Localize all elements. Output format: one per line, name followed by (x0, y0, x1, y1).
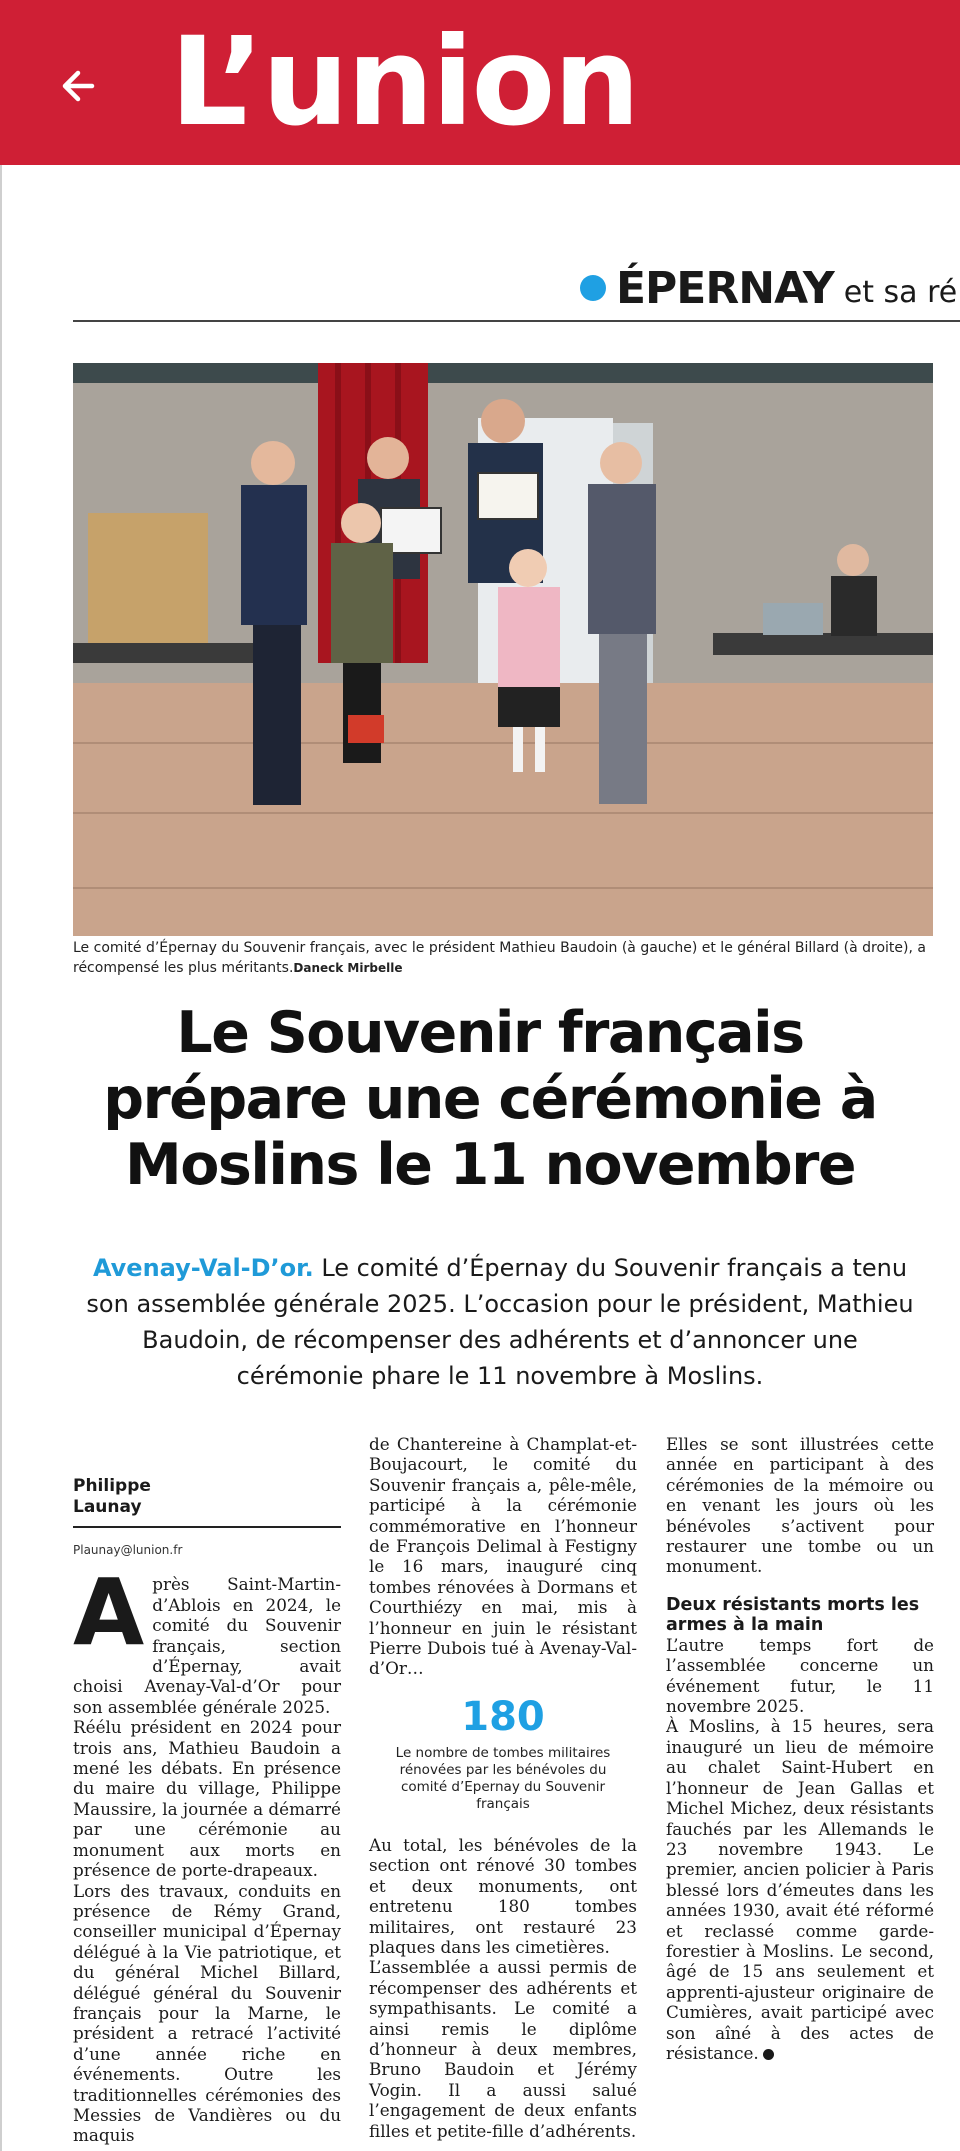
photo-caption (73, 938, 933, 978)
paragraph: Lors des travaux, conduits en présence de Rémy Grand, conseiller municipal d’Épernay délégué à la Vie patriotique, et du général Michel Billard, délégué général du Souvenir français pour la Marne, le président a retracé l’activité d’une année riche en événements. Outre les traditionnelles cérémonies des Messies de Vandières ou du maquis (73, 1880, 341, 2146)
article-photo (73, 363, 933, 936)
paragraph: Au total, les bénévoles de la section ont rénové 30 tombes et deux monuments, ont entretenu 180 tombes militaires, ont restauré 23 plaques dans les cimetières. (369, 1834, 637, 1957)
paragraph: Elles se sont illustrées cette année en participant à des cérémonies de la mémoire ou en venant les jours où les bénévoles s’activent pour restaurer une tombe ou un monument. (666, 1434, 934, 1577)
chapo-text: Le comité d’Épernay du Souvenir français a tenu son assemblée générale 2025. L’occasion pour le président, Mathieu Baudoin, de récompenser des adhérents et d’annoncer une cérémonie phare le 11 novembre à Moslins. (86, 1254, 914, 1390)
chapo-place: Avenay-Val-D’or. (92, 1254, 314, 1282)
drop-cap: A (73, 1559, 145, 1667)
newspaper-logo: L’union (170, 11, 639, 153)
author-name: Philippe Launay (73, 1476, 151, 1517)
paragraph: Réélu président en 2024 pour trois ans, Mathieu Baudoin a mené les débats. En présence du maire du village, Philippe Maussire, la journée a démarré par une cérémonie au monument aux morts en présence de porte-drapeaux. (73, 1717, 341, 1881)
stat-number: 180 (461, 1693, 545, 1740)
author-rule (73, 1526, 341, 1528)
paragraph: L’autre temps fort de l’assemblée concerne un événement futur, le 11 novembre 2025. (666, 1634, 934, 1717)
stat-description: Le nombre de tombes militaires rénovées par les bénévoles du comité d’Epernay du Souvenir français (395, 1744, 611, 1812)
page-edge (0, 165, 2, 2151)
photo-credit: Daneck Mirbelle (293, 961, 403, 975)
article-column-2 (369, 1434, 637, 2141)
article-column-3 (666, 1434, 934, 2063)
author-email[interactable]: Plaunay@lunion.fr (73, 1543, 183, 1557)
section-subtitle: et sa ré (843, 274, 958, 310)
article-subhead: Deux résistants morts les armes à la main (666, 1594, 920, 1635)
photo-caption-text: Le comité d’Épernay du Souvenir français, avec le président Mathieu Baudoin (à gauche) et le général Billard (à droite), a récompensé les plus méritants. (73, 940, 926, 976)
paragraph: de Chantereine à Champlat-et-Boujacourt, le comité du Souvenir français a, pêle-mêle, participé à la cérémonie commémorative en l’honneur de François Delimal à Festigny le 16 mars, inauguré cinq tombes rénovées à Dormans et Courthiézy en mai, mis à l’honneur en juin le résistant Pierre Dubois tué à Avenay-Val-d’Or… (369, 1434, 637, 1679)
article-column-1 (73, 1436, 341, 2146)
masthead-bar (0, 0, 960, 165)
arrow-left-icon[interactable] (52, 58, 108, 114)
article-chapo (80, 1250, 920, 1394)
paragraph: Après Saint-Martin-d’Ablois en 2024, le comité du Souvenir français, section d’Épernay, avait choisi Avenay-Val-d’Or pour son assemblée générale 2025. (73, 1559, 341, 1717)
section-header (580, 258, 957, 318)
article-headline: Le Souvenir français prépare une cérémonie à Moslins le 11 novembre (103, 1000, 877, 1198)
section-rule (73, 320, 960, 322)
paragraph: L’assemblée a aussi permis de récompenser des adhérents et sympathisants. Le comité a ainsi remis le diplôme d’honneur à deux membres, Bruno Baudoin et Jérémy Vogin. Il a aussi salué l’engagement de deux enfants filles et petite-fille d’adhérents. (369, 1957, 637, 2141)
section-dot-icon (580, 275, 606, 301)
section-name: ÉPERNAY (616, 262, 834, 314)
end-mark-icon (763, 2049, 774, 2060)
paragraph: À Moslins, à 15 heures, sera inauguré un lieu de mémoire au chalet Saint-Hubert en l’honneur de Jean Gallas et Michel Michez, deux résistants fauchés par les Allemands le 23 novembre 1943. Le premier, ancien policier à Paris blessé lors d’émeutes dans les années 1930, avait été réformé et reclassé comme garde-forestier à Moslins. Le second, âgé de 15 ans seulement et apprenti-ajusteur originaire de Cumières, avait participé avec son aîné à des actes de résistance. (666, 1716, 934, 2063)
